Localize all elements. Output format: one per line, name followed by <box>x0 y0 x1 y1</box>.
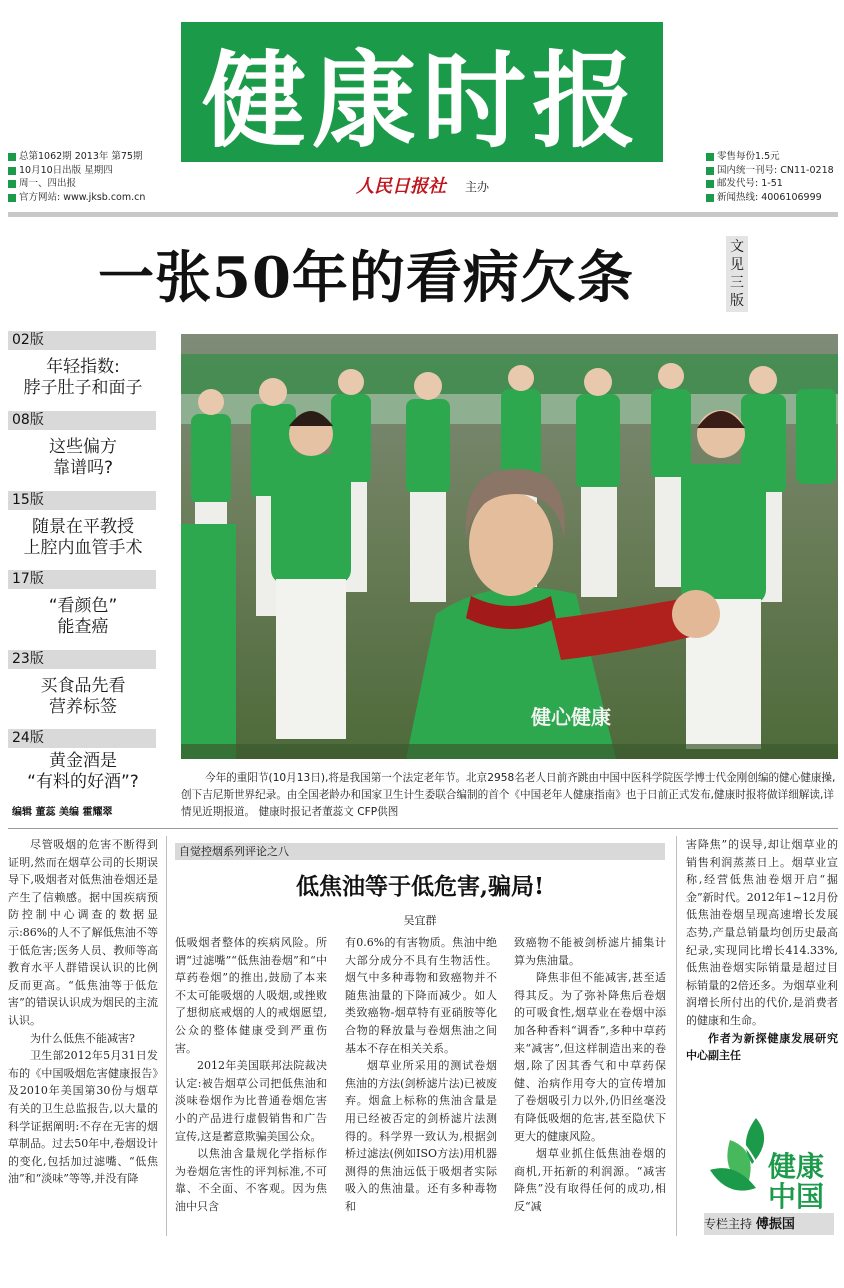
retail-price: 零售每份1.5元 <box>706 150 834 164</box>
column-divider <box>166 836 167 1236</box>
sidebar-page-label[interactable]: 15版 <box>8 491 156 510</box>
sidebar-teaser-line[interactable]: 黄金酒是 <box>49 751 117 771</box>
article-column-1 <box>8 836 158 1188</box>
sidebar-teaser-line[interactable]: 上腔内血管手术 <box>23 538 143 558</box>
sidebar-page-label[interactable]: 02版 <box>8 331 156 350</box>
issue-info <box>8 150 145 204</box>
column-logo-line: 中国 <box>768 1180 825 1213</box>
series-label: 自觉控烟系列评论之八 <box>175 843 665 860</box>
article-column-2 <box>175 934 327 1216</box>
article-paragraph: 烟草业抓住低焦油卷烟的商机,开拓新的利润源。“减害降焦”没有取得任何的成功,相反“减 <box>514 1147 666 1213</box>
news-hotline: 新闻热线: 4006106999 <box>706 191 834 205</box>
publisher-suffix: 主办 <box>465 180 490 194</box>
column-divider <box>676 836 677 1236</box>
publish-schedule: 周一、四出报 <box>8 177 145 191</box>
article-top-rule <box>8 828 838 829</box>
postal-code: 邮发代号: 1-51 <box>706 177 834 191</box>
article-paragraph: 害降焦”的误导,却让烟草业的销售利润蒸蒸日上。烟草业宣称,经营低焦油卷烟开启“掘金”新时代。2012年1~12月份低焦油卷烟呈现高速增长发展态势,产量总销量均创历史最高纪录,实现同比增长414.33%,低焦油卷烟实际销量是超过目标销量的2倍还多。为烟草业利润增长所付出的代价,是消费者的健康和生命。 <box>686 838 838 1027</box>
sidebar-page-label[interactable]: 08版 <box>8 411 156 430</box>
article-paragraph: 降焦非但不能减害,甚至适得其反。为了弥补降焦后卷烟的可吸食性,烟草业在卷烟中添加各种香料“调香”,多种中草药来“减害”,但这样制造出来的卷烟,除了因其香气和中草药保健、治病作用夸大的宣传增加了卷烟吸引力以外,仍旧丝毫没有降低吸烟的危害,甚至隐伏下更大的健康风险。 <box>514 971 666 1143</box>
sidebar-teaser-line[interactable]: 年轻指数: <box>46 357 120 377</box>
column-logo-text <box>768 1152 838 1212</box>
article-paragraph: 2012年美国联邦法院裁决认定:被告烟草公司把低焦油和淡味卷烟作为比普通卷烟危害小的产品进行虚假销售和广告宣传,这是蓄意欺骗美国公众。 <box>175 1059 327 1143</box>
newspaper-title: 健康时报 <box>201 39 642 162</box>
sidebar-page-label[interactable]: 23版 <box>8 650 156 669</box>
editors-credit: 编辑 董蕊 美编 霍耀翠 <box>12 807 113 818</box>
column-logo-line: 健康 <box>768 1150 825 1183</box>
article-column-5 <box>686 836 838 1065</box>
article-paragraph: 有0.6%的有害物质。焦油中绝大部分成分不具有生物活性。烟气中多种毒物和致癌物并不随焦油量的下降而减少。如人类致癌物-烟草特有亚硝胺等化合物的释放量与卷烟焦油之间基本不存在相关关系。 <box>345 936 497 1055</box>
masthead-rule <box>8 212 838 217</box>
article-paragraph: 卫生部2012年5月31日发布的《中国吸烟危害健康报告》及2010年美国第30份与烟草有关的卫生总监报告,以大量的科学证据阐明:不存在无害的烟草制品。过去50年中,卷烟设计的变化,包括加过滤嘴、“低焦油”和“淡味”等等,并没有降 <box>8 1049 158 1186</box>
shirt-logo-text: 健心健康 <box>531 705 611 729</box>
article-column-4 <box>514 934 666 1216</box>
issue-date: 10月10日出版 星期四 <box>8 164 145 178</box>
photo-illustration <box>181 334 838 759</box>
sidebar-page-label[interactable]: 17版 <box>8 570 156 589</box>
sidebar-teaser-line[interactable]: 随景在平教授 <box>32 517 134 537</box>
sidebar-teaser-line[interactable]: 这些偏方 <box>49 437 117 457</box>
sidebar-page-label[interactable]: 24版 <box>8 729 156 748</box>
host-label: 专栏主持 <box>704 1217 753 1231</box>
sidebar-teaser-line[interactable]: 脖子肚子和面子 <box>23 378 143 398</box>
price-info <box>706 150 834 204</box>
article-column-3 <box>345 934 497 1216</box>
lead-photo <box>181 334 838 759</box>
publisher-logo: 人民日报社 <box>356 176 446 197</box>
sidebar-teaser-line[interactable]: 能查癌 <box>57 617 109 637</box>
article-author: 吴宜群 <box>403 914 437 927</box>
article-paragraph: 尽管吸烟的危害不断得到证明,然而在烟草公司的长期误导下,吸烟者对低焦油卷烟还是产生了信赖感。据中国疾病预防控制中心调查的数据显示:86%的人不了解低焦油不等于低危害;医务人员、教师等高教育水平人群错误认识的比例反而更高。“低焦油等于低危害”的错误认识成为烟民的主流认识。 <box>8 838 158 1027</box>
issn-number: 国内统一刊号: CN11-0218 <box>706 164 834 178</box>
article-title[interactable]: 低焦油等于低危害,骗局! <box>295 873 545 900</box>
sidebar-teaser-line[interactable]: 营养标签 <box>49 697 117 717</box>
issue-number: 总第1062期 2013年 第75期 <box>8 150 145 164</box>
sidebar-teaser-line[interactable]: 靠谱吗? <box>52 458 114 478</box>
main-headline[interactable]: 一张50年的看病欠条 <box>98 245 634 311</box>
host-name: 傅振国 <box>755 1217 795 1232</box>
leaf-logo-icon <box>706 1110 776 1200</box>
article-paragraph: 以焦油含量规化学指标作为卷烟危害性的评判标准,不可靠、不全面、不客观。因为焦油中只含 <box>175 1147 327 1213</box>
sidebar-teaser-line[interactable]: “看颜色” <box>48 596 118 616</box>
photo-caption: 今年的重阳节(10月13日),将是我国第一个法定老年节。北京2958名老人日前齐跳由中国中医科学院医学博士代金刚创编的健心健康操,创下吉尼斯世界纪录。由全国老龄办和国家卫生计生委联合编制的首个《中国老年人健康指南》也于日前正式发布,健康时报将做详细解读,详情见近期报道。 健康时报记者董蕊文 CFP供图 <box>181 772 836 818</box>
author-signoff: 作者为新探健康发展研究中心副主任 <box>686 1031 838 1063</box>
website-link[interactable]: 官方网站: www.jksb.com.cn <box>8 191 145 205</box>
sidebar-teaser-line[interactable]: “有料的好酒”? <box>27 772 139 792</box>
sidebar-teaser-line[interactable]: 买食品先看 <box>40 676 126 696</box>
article-subheading: 为什么低焦不能减害? <box>30 1031 135 1045</box>
see-page-label[interactable]: 文见三版 <box>726 236 748 312</box>
masthead-banner <box>181 22 663 162</box>
article-paragraph: 烟草业所采用的测试卷烟焦油的方法(剑桥滤片法)已被废弃。烟盒上标称的焦油含量是用已经被否定的剑桥滤片法测得的。科学界一致认为,根据剑桥过滤法(例如ISO方法)用机器测得的焦油远低于吸烟者实际吸入的焦油量。还有多种毒物和 <box>345 1059 497 1213</box>
article-paragraph: 低吸烟者整体的疾病风险。所谓“过滤嘴”“低焦油卷烟”和“中草药卷烟”的推出,鼓励了本来不太可能吸烟的人吸烟,或挫败了想彻底戒烟的人的戒烟愿望,公众的整体健康受到严重伤害。 <box>175 936 327 1055</box>
article-paragraph: 致癌物不能被剑桥滤片捕集计算为焦油量。 <box>514 936 666 967</box>
column-host <box>704 1213 834 1235</box>
